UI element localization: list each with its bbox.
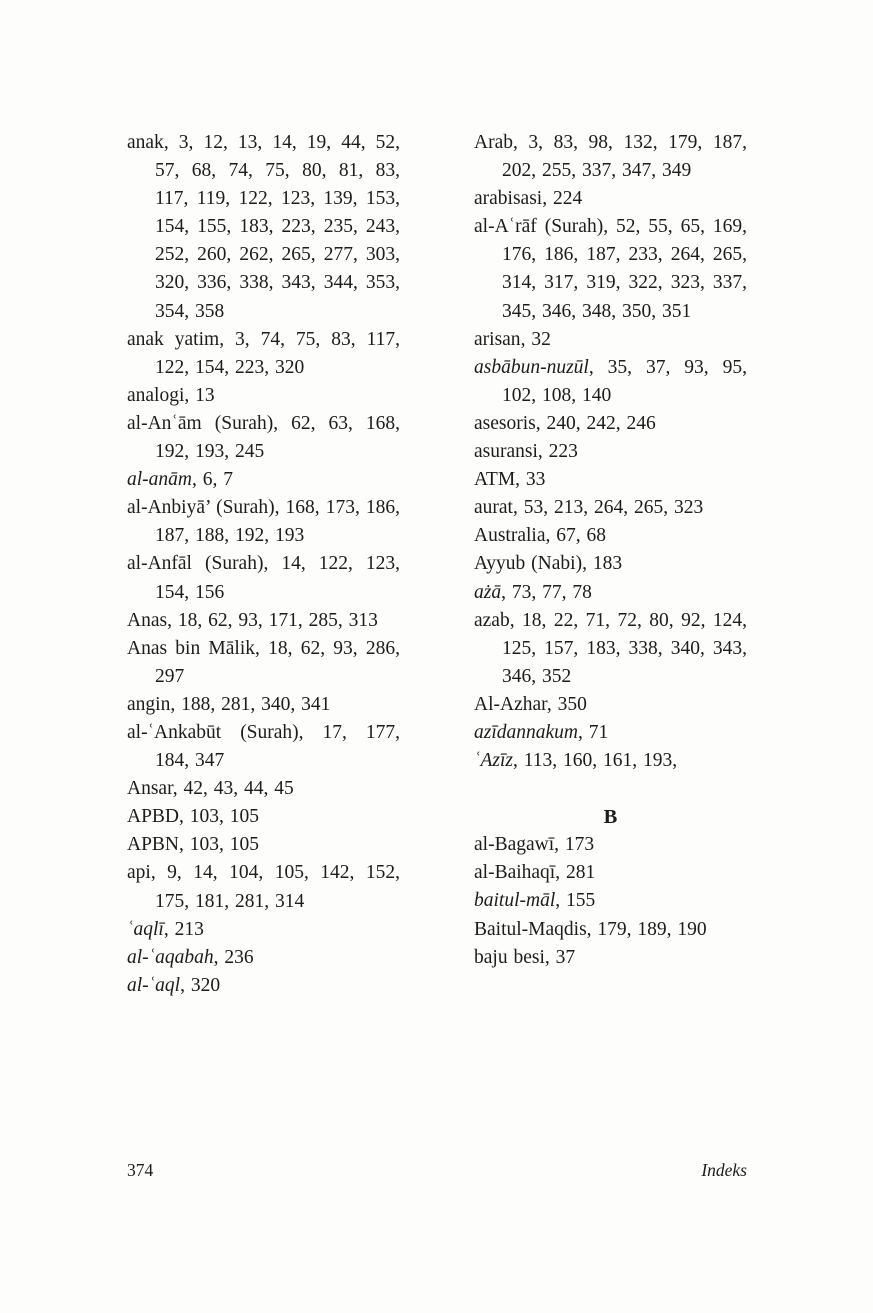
index-entry: [127, 775, 400, 803]
entry-locators: , 32: [520, 328, 551, 350]
entry-term: angin: [127, 693, 171, 715]
entry-term: Australia: [474, 525, 546, 547]
index-entry: [474, 466, 747, 494]
entry-term: analogi: [127, 384, 185, 406]
entry-term: api: [127, 862, 151, 884]
entry-term: ATM: [474, 469, 516, 491]
entry-locators: , 179, 189, 190: [586, 918, 707, 940]
entry-term: Al-Azhar: [474, 693, 547, 715]
index-entry: [127, 466, 400, 494]
entry-term: al-Anfāl (Surah): [127, 553, 264, 575]
index-entry: [474, 185, 747, 213]
entry-term: al-Anʿām (Surah): [127, 412, 274, 434]
entry-term: al-anām: [127, 469, 192, 491]
index-entry: [127, 719, 400, 775]
entry-term: al-ʿAnkabūt (Surah): [127, 721, 299, 743]
index-entry: [127, 859, 400, 915]
index-entry: [127, 831, 400, 859]
index-entry: [474, 944, 747, 972]
page-number: 374: [127, 1160, 154, 1180]
entry-locators: , 236: [213, 946, 254, 968]
entry-locators: , 14, 122, 123, 154, 156: [155, 553, 401, 603]
entry-locators: , 320: [180, 974, 221, 996]
entry-term: al-Baihaqī: [474, 862, 556, 884]
index-entry: [127, 129, 400, 326]
index-entry: [127, 382, 400, 410]
entry-term: Ansar: [127, 778, 173, 800]
index-entry: [474, 410, 747, 438]
entry-term: Arab: [474, 132, 513, 153]
index-entry: [474, 691, 747, 719]
entry-locators: , 240, 242, 246: [535, 412, 656, 434]
entry-locators: , 183: [582, 553, 623, 575]
entry-term: aurat: [474, 497, 513, 519]
index-entry: [127, 326, 400, 382]
entry-term: asbābun-nuzūl: [474, 356, 589, 378]
index-entry: [474, 719, 747, 747]
entry-term: arisan: [474, 328, 521, 350]
index-entry: [474, 522, 747, 550]
entry-term: arabisasi: [474, 188, 543, 210]
entry-locators: , 37: [544, 946, 576, 968]
entry-term: baju besi: [474, 946, 545, 968]
entry-locators: , 103, 105: [179, 834, 260, 856]
index-entry: [474, 213, 747, 325]
index-entry: [474, 579, 747, 607]
entry-term: Anas bin Mālik: [127, 637, 256, 659]
entry-term: anak yatim: [127, 328, 220, 350]
index-column-right: [474, 129, 747, 1000]
entry-locators: , 213: [163, 918, 204, 940]
index-entry: [127, 916, 400, 944]
entry-locators: , 3, 12, 13, 14, 19, 44, 52, 57, 68, 74, 75, 80, 81, 83, 117, 119, 122, 123, 139, 153, 154, 155, 183, 223, 235, 243, 252, 260, 262, 265, 277, 303, 320, 336, 338, 343, 344, 353, 354, 358: [155, 132, 400, 322]
entry-locators: , 9, 14, 104, 105, 142, 152, 175, 181, 281, 314: [150, 862, 400, 912]
entry-term: APBD: [127, 806, 180, 828]
entry-locators: , 73, 77, 78: [501, 581, 592, 603]
entry-term: al-Anbiyā’ (Surah): [127, 497, 275, 519]
entry-term: azīdannakum: [474, 721, 578, 743]
index-entry: [474, 354, 747, 410]
entry-term: al-Bagawī: [474, 834, 555, 856]
entry-locators: , 71: [578, 721, 609, 743]
entry-term: ażā: [474, 581, 502, 603]
entry-locators: , 168, 173, 186, 187, 188, 192, 193: [155, 497, 400, 547]
entry-term: Anas: [127, 609, 168, 631]
index-entry: [127, 550, 400, 606]
entry-term: asuransi: [474, 441, 538, 463]
entry-term: al-Aʿrāf (Surah): [474, 216, 604, 238]
footer-title: Indeks: [701, 1160, 747, 1180]
entry-term: anak: [127, 132, 164, 153]
letter-heading: B: [603, 806, 618, 829]
entry-locators: , 173: [554, 834, 595, 856]
index-entry: [474, 550, 747, 578]
entry-locators: , 223: [537, 441, 578, 463]
entry-locators: , 18, 62, 93, 286, 297: [155, 637, 401, 687]
index-entry: [474, 607, 747, 691]
entry-locators: , 188, 281, 340, 341: [170, 693, 331, 715]
index-entry: [127, 607, 400, 635]
entry-locators: , 33: [515, 469, 546, 491]
entry-term: al-ʿaql: [127, 974, 181, 996]
entry-locators: , 224: [542, 188, 583, 210]
index-columns: [127, 129, 747, 1000]
index-entry: [474, 326, 747, 354]
index-entry: [474, 494, 747, 522]
index-entry: [474, 887, 747, 915]
entry-locators: , 62, 63, 168, 192, 193, 245: [155, 412, 401, 463]
entry-term: APBN: [127, 834, 180, 856]
entry-term: asesoris: [474, 412, 536, 434]
index-entry: [474, 916, 747, 944]
entry-term: baitul-māl: [474, 890, 556, 912]
index-entry: [127, 635, 400, 691]
entry-locators: , 6, 7: [192, 469, 233, 491]
entry-locators: , 52, 55, 65, 169, 176, 186, 187, 233, 264, 265, 314, 317, 319, 322, 323, 337, 345, 346, 348, 350, 351: [502, 216, 747, 322]
index-entry: [127, 494, 400, 550]
index-entry: [474, 831, 747, 859]
entry-locators: , 35, 37, 93, 95, 102, 108, 140: [502, 356, 747, 406]
entry-term: al-ʿaqabah: [127, 946, 214, 968]
entry-locators: , 18, 22, 71, 72, 80, 92, 124, 125, 157, 183, 338, 340, 343, 346, 352: [502, 609, 747, 687]
entry-locators: , 3, 74, 75, 83, 117, 122, 154, 223, 320: [155, 328, 401, 378]
entry-term: Ayyub (Nabi): [474, 553, 583, 575]
index-entry: [127, 972, 400, 1000]
index-entry: [127, 410, 400, 466]
entry-locators: , 350: [546, 693, 587, 715]
index-entry: [474, 438, 747, 466]
entry-term: Baitul-Maqdis: [474, 918, 587, 940]
entry-locators: , 113, 160, 161, 193,: [513, 750, 678, 772]
index-entry: [127, 803, 400, 831]
index-entry: [474, 859, 747, 887]
entry-locators: , 3, 83, 98, 132, 179, 187, 202, 255, 337, 347, 349: [502, 132, 747, 182]
page-footer: [127, 1160, 747, 1181]
entry-locators: , 17, 177, 184, 347: [155, 721, 400, 772]
entry-term: ʿAzīz: [474, 750, 513, 772]
index-entry: [474, 129, 747, 185]
entry-locators: , 13: [184, 384, 215, 406]
entry-term: azab: [474, 609, 510, 631]
index-entry: [127, 691, 400, 719]
index-entry: [474, 747, 747, 775]
entry-locators: , 18, 62, 93, 171, 285, 313: [167, 609, 378, 631]
entry-locators: , 103, 105: [179, 806, 260, 828]
entry-term: ʿaqlī: [127, 918, 164, 940]
entry-locators: , 53, 213, 264, 265, 323: [512, 497, 704, 519]
entry-locators: , 281: [555, 862, 596, 884]
entry-locators: , 42, 43, 44, 45: [172, 778, 294, 800]
entry-locators: , 155: [555, 890, 596, 912]
entry-locators: , 67, 68: [545, 525, 606, 547]
index-column-left: [127, 129, 400, 1000]
index-entry: [127, 944, 400, 972]
